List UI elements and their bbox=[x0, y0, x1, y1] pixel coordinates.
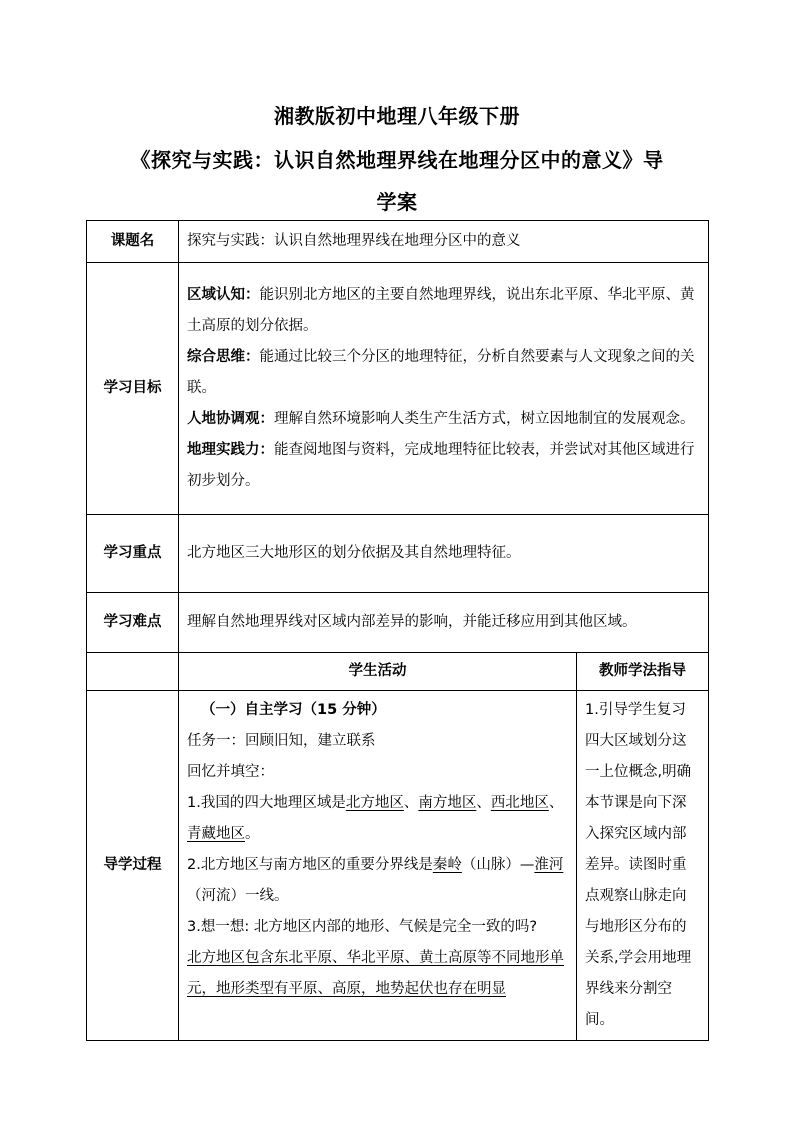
answer-blank: 北方地区 bbox=[345, 795, 404, 811]
goal-text: 理解自然环境影响人类生产生活方式，树立因地制宜的发展观念。 bbox=[274, 411, 695, 427]
task-line: 任务一：回顾旧知，建立联系 bbox=[187, 733, 376, 749]
answer-blank: 西北地区 bbox=[490, 795, 549, 811]
goals-label: 学习目标 bbox=[87, 263, 179, 515]
goal-item bbox=[187, 280, 700, 342]
doc-title-line3: 学案 bbox=[376, 190, 418, 214]
key-point-value: 北方地区三大地形区的划分依据及其自然地理特征。 bbox=[179, 515, 709, 593]
goal-key: 综合思维： bbox=[187, 349, 260, 365]
doc-title-line2: 《探究与实践：认识自然地理界线在地理分区中的意义》导 bbox=[130, 148, 664, 172]
topic-value: 探究与实践：认识自然地理界线在地理分区中的意义 bbox=[179, 221, 709, 263]
goal-item bbox=[187, 404, 700, 435]
goal-key: 人地协调观： bbox=[187, 411, 274, 427]
row-goals bbox=[87, 263, 709, 515]
row-key-point bbox=[87, 515, 709, 593]
goals-content bbox=[179, 263, 709, 515]
goal-key: 区域认知： bbox=[187, 287, 260, 303]
guide-table bbox=[86, 220, 709, 1041]
goal-text: 能识别北方地区的主要自然地理界线，说出东北平原、华北平原、黄土高原的划分依据。 bbox=[187, 287, 695, 334]
row-process bbox=[87, 691, 709, 1041]
answer-blank: 青藏地区 bbox=[187, 826, 245, 842]
doc-title-line1: 湘教版初中地理八年级下册 bbox=[274, 104, 520, 128]
teacher-guidance: 1.引导学生复习四大区域划分这一上位概念,明确本节课是向下深入探究区域内部差异。读图时重点观察山脉走向与地形区分布的关系,学会用地理界线来分割空间。 bbox=[577, 691, 709, 1041]
row-topic bbox=[87, 221, 709, 263]
question-2: 2.北方地区与南方地区的重要分界线是秦岭（山脉）—淮河（河流）一线。 bbox=[187, 857, 564, 904]
difficulty-value: 理解自然地理界线对区域内部差异的影响，并能迁移应用到其他区域。 bbox=[179, 593, 709, 653]
goal-key: 地理实践力： bbox=[187, 442, 274, 458]
prompt-line: 回忆并填空： bbox=[187, 764, 274, 780]
topic-label: 课题名 bbox=[87, 221, 179, 263]
answer-blank: 秦岭 bbox=[432, 857, 462, 873]
process-label: 导学过程 bbox=[87, 691, 179, 1041]
question-3-answer: 北方地区包含东北平原、华北平原、黄土高原等不同地形单元，地形类型有平原、高原，地势起伏也存在明显 bbox=[187, 950, 564, 997]
row-difficulty bbox=[87, 593, 709, 653]
header-empty bbox=[87, 653, 179, 691]
row-headers bbox=[87, 653, 709, 691]
goal-item bbox=[187, 342, 700, 404]
question-1: 1.我国的四大地理区域是北方地区、南方地区、西北地区、青藏地区。 bbox=[187, 795, 564, 842]
header-student: 学生活动 bbox=[179, 653, 577, 691]
key-point-label: 学习重点 bbox=[87, 515, 179, 593]
section-heading: （一）自主学习（15 分钟） bbox=[201, 702, 386, 718]
process-student-content bbox=[179, 691, 577, 1041]
header-teacher: 教师学法指导 bbox=[577, 653, 709, 691]
goal-item bbox=[187, 435, 700, 497]
goal-text: 能通过比较三个分区的地理特征，分析自然要素与人文现象之间的关联。 bbox=[187, 349, 695, 396]
difficulty-label: 学习难点 bbox=[87, 593, 179, 653]
question-3: 3.想一想: 北方地区内部的地形、气候是完全一致的吗? bbox=[187, 919, 538, 935]
goal-text: 能查阅地图与资料，完成地理特征比较表，并尝试对其他区域进行初步划分。 bbox=[187, 442, 695, 489]
answer-blank: 南方地区 bbox=[418, 795, 477, 811]
answer-blank: 淮河 bbox=[534, 857, 564, 873]
